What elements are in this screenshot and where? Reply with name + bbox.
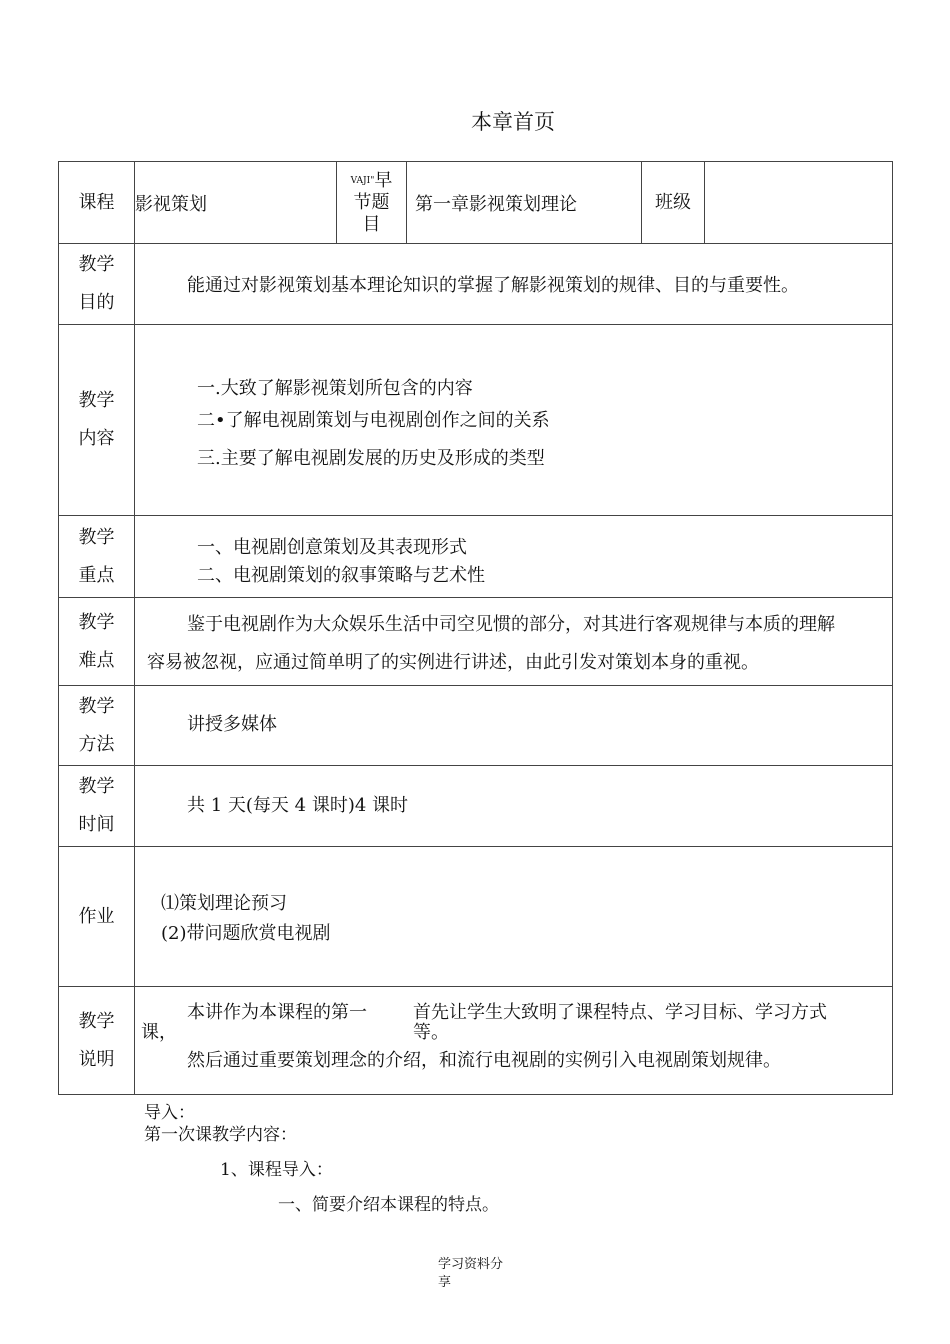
homework-item: (2)带问题欣赏电视剧 [161, 922, 331, 944]
course-intro-item: 1、课程导入： [220, 1160, 333, 1180]
difficulties-line: 容易被忽视，应通过简单明了的实例进行讲述，由此引发对策划本身的重视。 [147, 651, 759, 673]
difficulties-label-2: 难点 [78, 649, 115, 671]
key-points-label [59, 516, 135, 598]
homework-item: ⑴策划理论预习 [161, 892, 287, 914]
notes-right [413, 1003, 827, 1043]
course-intro-subitem: 一、简要介绍本课程的特点。 [278, 1195, 499, 1215]
time-label [59, 766, 135, 847]
lesson-plan-table [58, 161, 893, 1095]
notes-right-1: 首先让学生大致明了课程特点、学习目标、学习方式 [413, 1001, 827, 1023]
notes-label-1: 教学 [78, 1010, 115, 1032]
time-label-2: 时间 [78, 814, 115, 835]
method-label-1: 教学 [78, 695, 115, 717]
notes-first-block [141, 1003, 892, 1043]
notes-text [135, 987, 893, 1095]
footer-line-1: 学习资料分 [438, 1257, 504, 1272]
chapter-label-bottom: 目 [362, 213, 381, 235]
key-points-label-2: 重点 [78, 564, 115, 586]
notes-right-2: 等。 [413, 1021, 449, 1043]
difficulties-text [135, 598, 893, 686]
course-value: 影视策划 [135, 162, 337, 244]
homework-row [59, 847, 893, 987]
content-item: 二•了解电视剧策划与电视剧创作之间的关系 [197, 410, 550, 431]
difficulties-line: 鉴于电视剧作为大众娱乐生活中司空见惯的部分，对其进行客观规律与本质的理解 [187, 613, 835, 635]
intro-heading: 导入： [144, 1103, 195, 1123]
method-label-2: 方法 [78, 733, 115, 755]
key-point-item: 二、电视剧策划的叙事策略与艺术性 [197, 564, 485, 586]
first-class-heading: 第一次课教学内容： [144, 1125, 297, 1145]
page-title: 本章首页 [471, 110, 555, 134]
chapter-label-small: VAJI" [350, 175, 375, 186]
difficulties-label-1: 教学 [78, 611, 115, 633]
difficulties-row [59, 598, 893, 686]
difficulties-label [59, 598, 135, 686]
class-label: 班级 [642, 162, 705, 244]
course-label: 课程 [59, 162, 135, 244]
content-list [135, 325, 893, 516]
content-label-2: 内容 [78, 428, 115, 449]
chapter-value: 第一章影视策划理论 [407, 162, 642, 244]
homework-list [135, 847, 893, 987]
header-row [59, 162, 893, 244]
key-points-label-1: 教学 [78, 526, 115, 548]
time-text: 共 1 天(每天 4 课时)4 课时 [135, 766, 893, 847]
homework-label: 作业 [59, 847, 135, 987]
objective-label-1: 教学 [78, 254, 115, 275]
objective-text: 能通过对影视策划基本理论知识的掌握了解影视策划的规律、目的与重要性。 [135, 244, 893, 325]
objective-row [59, 244, 893, 325]
notes-label-2: 说明 [78, 1048, 115, 1070]
class-value [705, 162, 893, 244]
time-label-1: 教学 [78, 776, 115, 797]
key-points-row [59, 516, 893, 598]
notes-line-3: 然后通过重要策划理念的介绍，和流行电视剧的实例引入电视剧策划规律。 [187, 1049, 781, 1071]
notes-left [141, 1003, 413, 1043]
content-label-1: 教学 [78, 390, 115, 411]
footer-note [438, 1256, 528, 1292]
chapter-title-label [337, 162, 407, 244]
content-item: 一.大致了解影视策划所包含的内容 [197, 378, 473, 399]
content-row [59, 325, 893, 516]
content-item: 三.主要了解电视剧发展的历史及形成的类型 [197, 448, 545, 469]
notes-row [59, 987, 893, 1095]
notes-left-2: 课， [141, 1021, 177, 1043]
footer-line-2: 享 [438, 1275, 452, 1290]
method-text: 讲授多媒体 [135, 686, 893, 766]
method-label [59, 686, 135, 766]
objective-label [59, 244, 135, 325]
chapter-label-mid: 节题 [353, 191, 390, 213]
content-label [59, 325, 135, 516]
notes-label [59, 987, 135, 1095]
time-row [59, 766, 893, 847]
method-row [59, 686, 893, 766]
key-points-list [135, 516, 893, 598]
chapter-label-top: 早 [374, 169, 393, 191]
objective-label-2: 目的 [78, 292, 115, 313]
notes-left-1: 本讲作为本课程的第一 [187, 1001, 367, 1023]
key-point-item: 一、电视剧创意策划及其表现形式 [197, 536, 467, 558]
